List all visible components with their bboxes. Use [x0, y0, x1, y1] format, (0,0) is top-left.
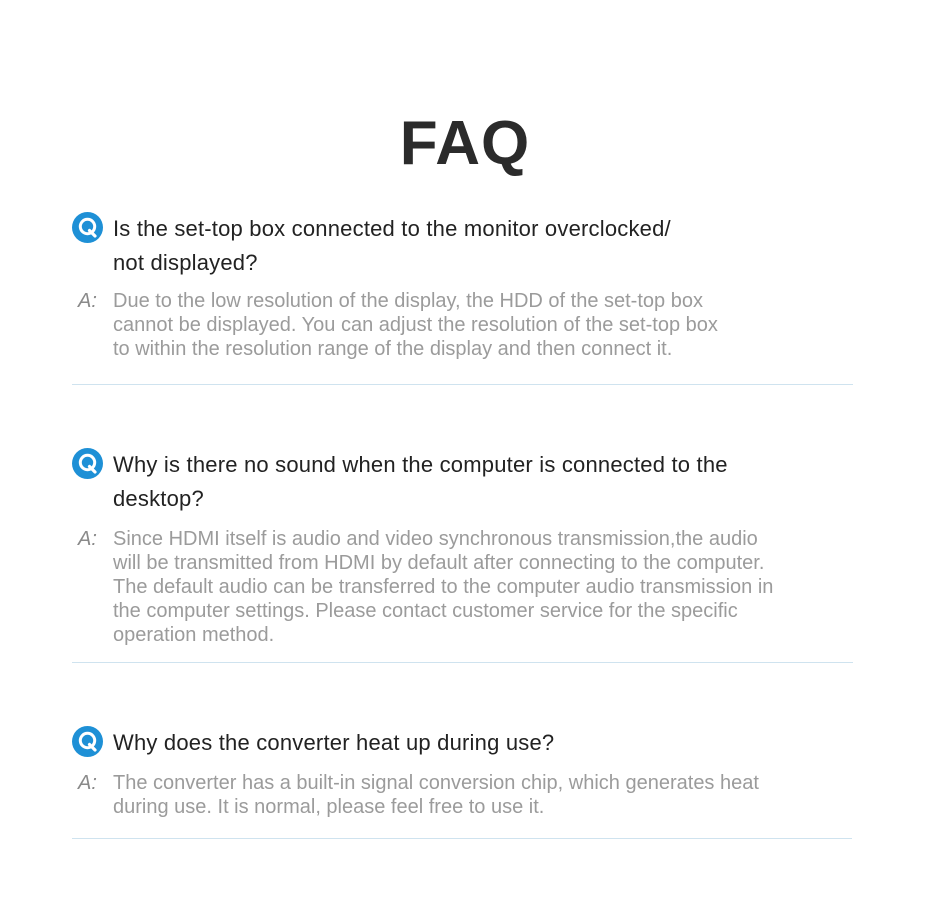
- question-line: not displayed?: [113, 250, 258, 275]
- answer-label: A:: [78, 772, 97, 794]
- faq-answer: [72, 527, 853, 647]
- faq-question: [72, 448, 853, 516]
- divider: [72, 384, 853, 385]
- faq-item: [72, 212, 853, 361]
- page-title: FAQ: [399, 109, 531, 178]
- answer-line: Since HDMI itself is audio and video synchronous transmission,the audio: [113, 528, 758, 550]
- faq-question: [72, 212, 853, 280]
- q-badge-icon: [72, 212, 103, 243]
- answer-line: The default audio can be transferred to the computer audio transmission in: [113, 576, 774, 598]
- answer-label: A:: [78, 290, 97, 312]
- answer-line: during use. It is normal, please feel free to use it.: [113, 796, 545, 818]
- answer-line: will be transmitted from HDMI by default after connecting to the computer.: [113, 552, 765, 574]
- faq-answer: [72, 289, 853, 361]
- answer-line: cannot be displayed. You can adjust the resolution of the set-top box: [113, 314, 718, 336]
- answer-line: Due to the low resolution of the display, the HDD of the set-top box: [113, 290, 703, 312]
- question-line: desktop?: [113, 486, 204, 511]
- answer-line: to within the resolution range of the display and then connect it.: [113, 338, 673, 360]
- divider: [72, 838, 852, 839]
- faq-item: [72, 726, 853, 819]
- divider: [72, 662, 853, 663]
- question-line: Is the set-top box connected to the monitor overclocked/: [113, 216, 671, 241]
- q-badge-icon: [72, 448, 103, 479]
- answer-label: A:: [78, 528, 97, 550]
- question-line: Why is there no sound when the computer is connected to the: [113, 452, 728, 477]
- question-line: Why does the converter heat up during use?: [113, 730, 555, 755]
- faq-item: [72, 448, 853, 647]
- answer-line: operation method.: [113, 624, 275, 646]
- faq-question: [72, 726, 853, 760]
- answer-line: The converter has a built-in signal conversion chip, which generates heat: [113, 772, 759, 794]
- answer-line: the computer settings. Please contact customer service for the specific: [113, 600, 738, 622]
- q-badge-icon: [72, 726, 103, 757]
- faq-answer: [72, 771, 853, 819]
